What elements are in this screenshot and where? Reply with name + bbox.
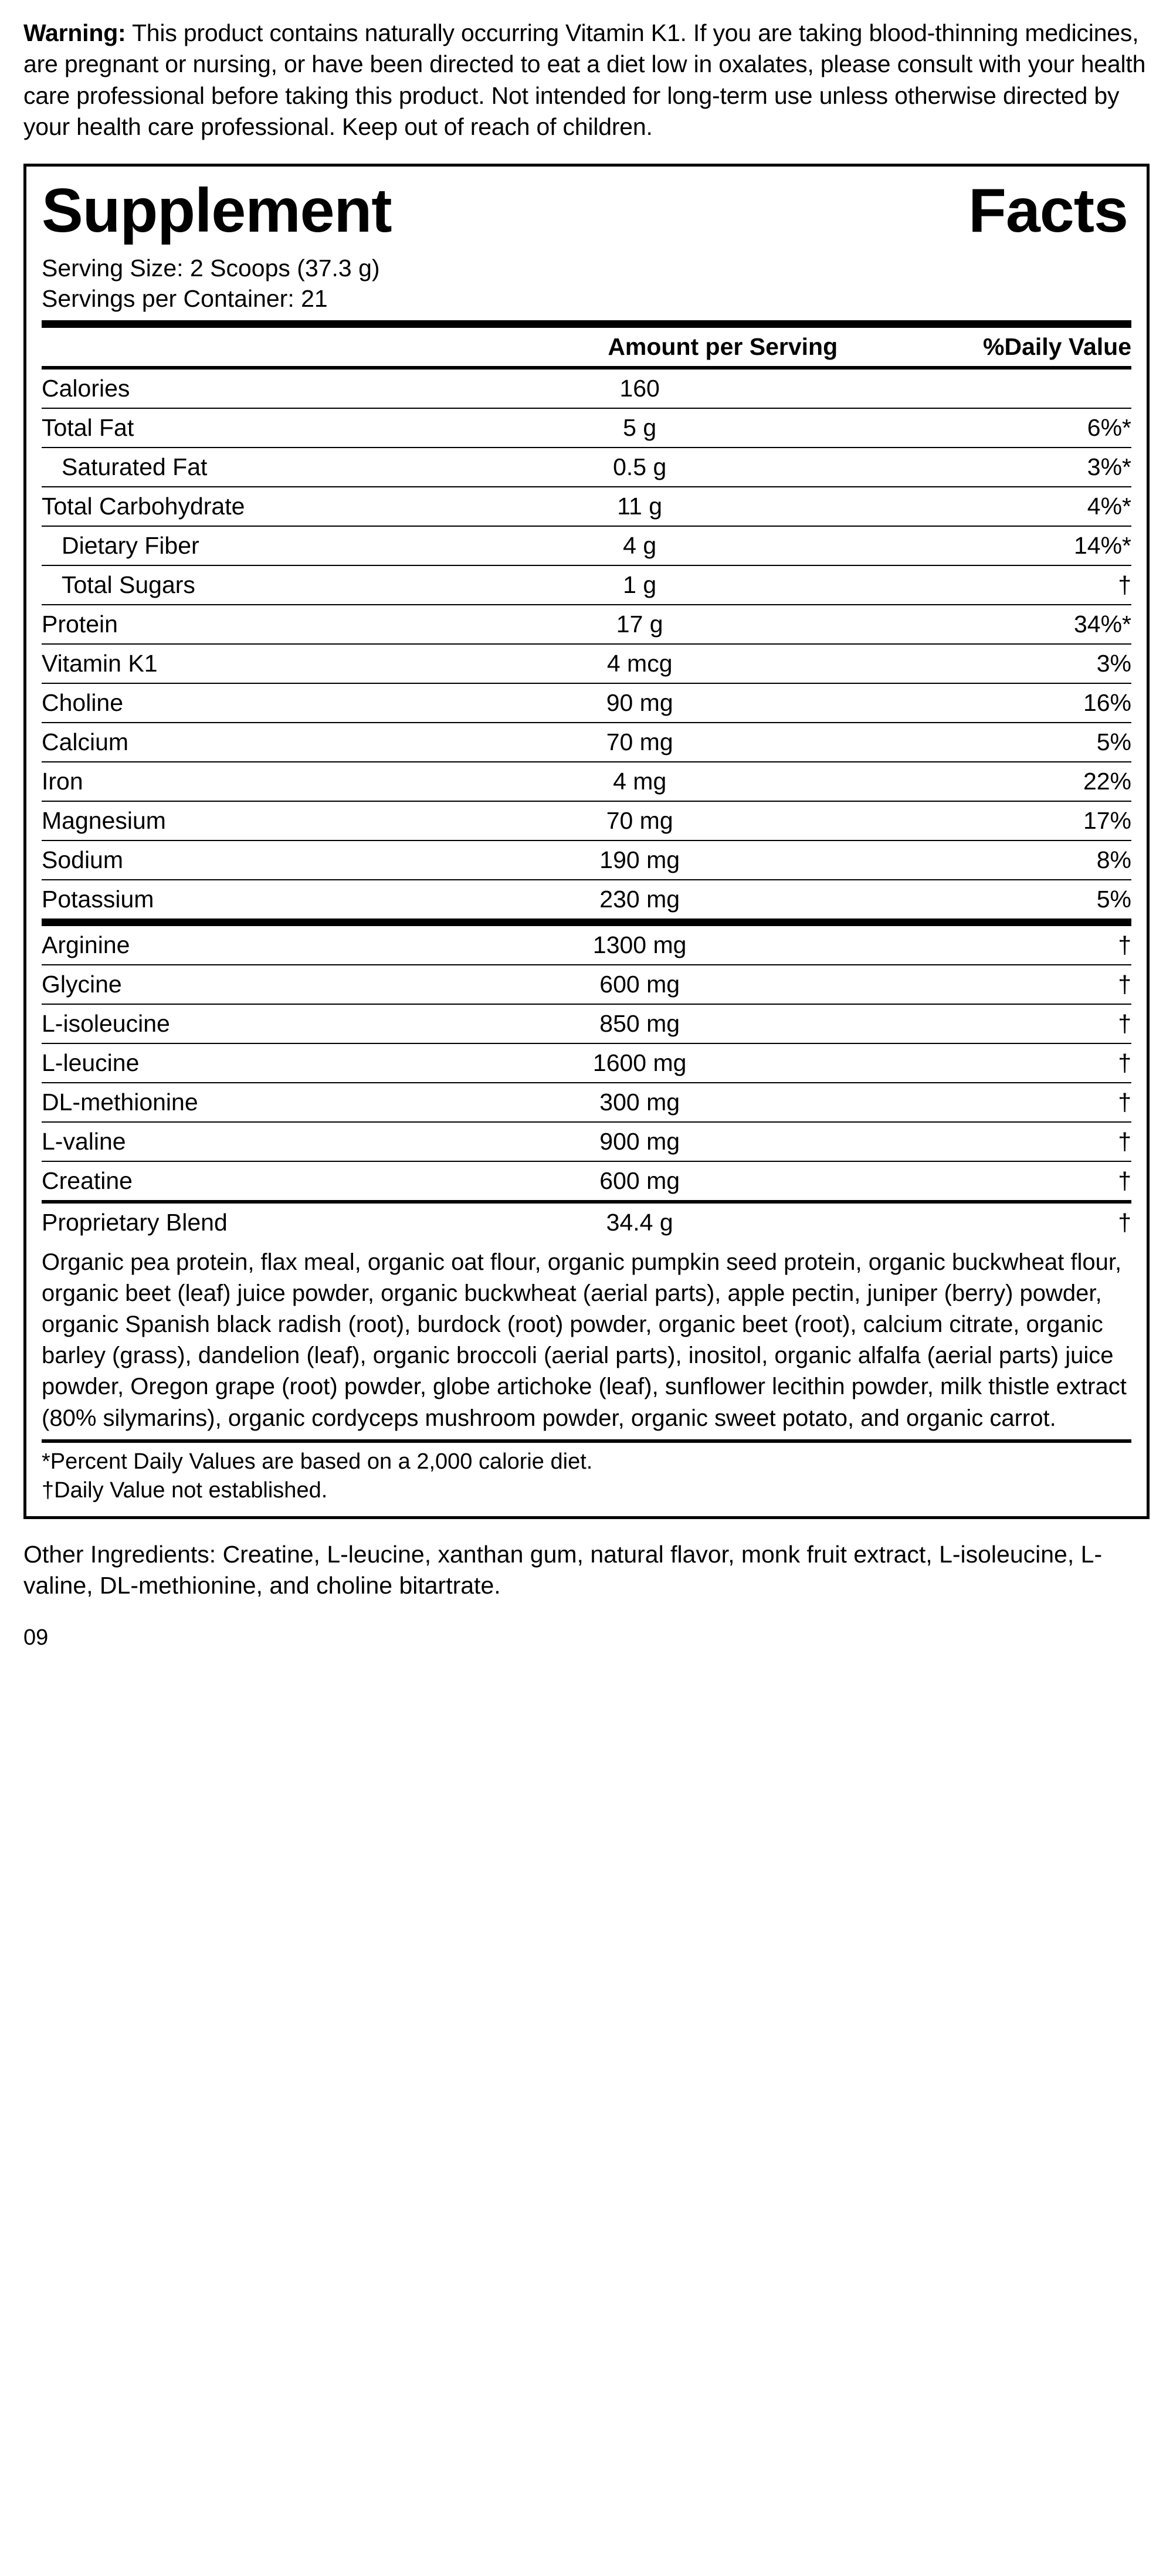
row-dv: 5%	[903, 723, 1131, 762]
row-dv: †	[903, 1043, 1131, 1083]
label-code: 09	[23, 1625, 49, 1650]
row-name: Saturated Fat	[42, 448, 543, 487]
proprietary-blend-row	[42, 1202, 1131, 1242]
row-name: Total Carbohydrate	[42, 487, 543, 526]
table-row	[42, 526, 1131, 565]
header-amount: Amount per Serving	[608, 333, 838, 360]
row-dv: †	[903, 1161, 1131, 1202]
row-name: Calcium	[42, 723, 543, 762]
row-amount-value: 90 mg	[606, 689, 673, 716]
row-amount-value: 300 mg	[599, 1088, 680, 1116]
row-name: Total Sugars	[42, 565, 543, 605]
table-row	[42, 408, 1131, 448]
panel-title-word-supplement: Supplement	[42, 176, 392, 246]
row-dv: †	[903, 1122, 1131, 1161]
row-name: L-isoleucine	[42, 1004, 543, 1043]
row-amount-value: 4 mg	[613, 767, 667, 795]
row-amount-value: 4 mcg	[606, 649, 673, 677]
serving-size: Serving Size: 2 Scoops (37.3 g)	[42, 254, 380, 282]
row-dv: 34%*	[903, 605, 1131, 644]
row-amount	[543, 965, 903, 1004]
row-amount	[543, 1122, 903, 1161]
row-amount-value: 190 mg	[599, 846, 680, 873]
row-dv: 4%*	[903, 487, 1131, 526]
row-amount	[543, 683, 903, 723]
row-name: Creatine	[42, 1161, 543, 1202]
row-amount	[543, 526, 903, 565]
row-name: Iron	[42, 762, 543, 801]
row-name: Vitamin K1	[42, 644, 543, 683]
table-row	[42, 762, 1131, 801]
row-dv: †	[903, 1202, 1131, 1242]
row-name: Dietary Fiber	[42, 526, 543, 565]
row-amount	[543, 487, 903, 526]
other-ingredients: Other Ingredients: Creatine, L-leucine, xanthan gum, natural flavor, monk fruit extract, L-isoleucine, L-valine, DL-methionine, and choline bitartrate.	[23, 1540, 1103, 1599]
proprietary-blend-text: Organic pea protein, flax meal, organic oat flour, organic pumpkin seed protein, organic buckwheat flour, organic beet (leaf) juice powder, organic buckwheat (aerial parts), apple pectin, juniper (berry) powder, organic Spanish black radish (root), burdock (root) powder, organic beet (root), calcium citrate, organic barley (grass), dandelion (leaf), organic broccoli (aerial parts), inositol, organic alfalfa (aerial parts) juice powder, Oregon grape (root) powder, globe artichoke (leaf), sunflower lecithin powder, milk thistle extract (80% silymarins), organic cordyceps mushroom powder, organic sweet potato, and organic carrot.	[42, 1249, 1127, 1431]
table-row	[42, 683, 1131, 723]
facts-header-row	[42, 328, 1131, 368]
table-row	[42, 880, 1131, 923]
row-dv: 17%	[903, 801, 1131, 840]
row-amount-value: 34.4 g	[606, 1208, 673, 1236]
table-row	[42, 723, 1131, 762]
row-amount-value: 5 g	[623, 413, 657, 441]
row-dv: 14%*	[903, 526, 1131, 565]
row-dv: †	[903, 565, 1131, 605]
row-amount	[543, 723, 903, 762]
servings-per-container: Servings per Container: 21	[42, 285, 328, 313]
row-amount-value: 17 g	[616, 610, 663, 638]
warning-label: Warning:	[23, 19, 126, 46]
row-name: Protein	[42, 605, 543, 644]
row-dv	[903, 368, 1131, 408]
row-amount	[543, 565, 903, 605]
row-name: Glycine	[42, 965, 543, 1004]
footnote-dagger: †Daily Value not established.	[42, 1478, 328, 1503]
row-amount-value: 1300 mg	[592, 931, 687, 958]
table-row	[42, 801, 1131, 840]
row-amount	[543, 605, 903, 644]
table-row	[42, 605, 1131, 644]
footnote-daily-value: *Percent Daily Values are based on a 2,000 calorie diet.	[42, 1449, 593, 1474]
row-amount	[543, 1043, 903, 1083]
row-dv: 5%	[903, 880, 1131, 923]
row-amount-value: 70 mg	[606, 728, 673, 755]
footnotes	[42, 1443, 1131, 1506]
row-dv: †	[903, 1083, 1131, 1122]
row-amount-value: 600 mg	[599, 970, 680, 998]
row-amount	[543, 448, 903, 487]
row-amount-value: 1 g	[623, 571, 657, 598]
header-daily-value: %Daily Value	[983, 333, 1131, 360]
row-name: Total Fat	[42, 408, 543, 448]
row-dv: 22%	[903, 762, 1131, 801]
row-amount	[543, 408, 903, 448]
row-dv: 3%	[903, 644, 1131, 683]
row-dv: 16%	[903, 683, 1131, 723]
table-row	[42, 1004, 1131, 1043]
row-name: Magnesium	[42, 801, 543, 840]
row-name: L-leucine	[42, 1043, 543, 1083]
row-amount	[543, 922, 903, 965]
row-amount-value: 4 g	[623, 531, 657, 559]
table-row	[42, 1161, 1131, 1202]
row-amount-value: 70 mg	[606, 806, 673, 834]
table-row	[42, 1122, 1131, 1161]
row-dv: †	[903, 922, 1131, 965]
row-amount	[543, 801, 903, 840]
row-amount	[543, 1161, 903, 1202]
row-amount	[543, 368, 903, 408]
row-amount	[543, 1083, 903, 1122]
row-dv: 3%*	[903, 448, 1131, 487]
row-name: Arginine	[42, 922, 543, 965]
row-name: DL-methionine	[42, 1083, 543, 1122]
row-amount-value: 600 mg	[599, 1167, 680, 1194]
row-name: L-valine	[42, 1122, 543, 1161]
header-blank	[42, 328, 543, 368]
row-amount	[543, 880, 903, 923]
row-name: Sodium	[42, 840, 543, 880]
warning-text: This product contains naturally occurring Vitamin K1. If you are taking blood-thinning medicines, are pregnant or nursing, or have been directed to eat a diet low in oxalates, please consult with your health care professional before taking this product. Not intended for long-term use unless otherwise directed by your health care professional. Keep out of reach of children.	[23, 19, 1146, 140]
table-row	[42, 965, 1131, 1004]
table-row	[42, 368, 1131, 408]
serving-info	[42, 253, 1131, 314]
row-amount	[543, 644, 903, 683]
table-row	[42, 1083, 1131, 1122]
row-amount	[543, 1004, 903, 1043]
facts-table-body	[42, 328, 1131, 1439]
row-amount-value: 900 mg	[599, 1127, 680, 1155]
warning-paragraph	[23, 18, 1150, 143]
supplement-facts-panel	[23, 164, 1150, 1519]
row-dv: †	[903, 1004, 1131, 1043]
table-row	[42, 487, 1131, 526]
row-amount	[543, 840, 903, 880]
divider-thick-top	[42, 320, 1131, 328]
row-name: Potassium	[42, 880, 543, 923]
facts-table	[42, 328, 1131, 1439]
table-row	[42, 922, 1131, 965]
row-amount-value: 230 mg	[599, 885, 680, 913]
table-row	[42, 565, 1131, 605]
proprietary-blend-text-row	[42, 1242, 1131, 1439]
row-amount	[543, 1202, 903, 1242]
row-amount-value: 850 mg	[599, 1009, 680, 1037]
row-dv: 6%*	[903, 408, 1131, 448]
row-name: Calories	[42, 368, 543, 408]
panel-title	[42, 177, 1131, 244]
table-row	[42, 840, 1131, 880]
table-row	[42, 644, 1131, 683]
row-amount-value: 160	[619, 374, 660, 402]
row-amount-value: 11 g	[617, 492, 663, 520]
row-name: Proprietary Blend	[42, 1202, 543, 1242]
table-row	[42, 448, 1131, 487]
row-name: Choline	[42, 683, 543, 723]
row-dv: 8%	[903, 840, 1131, 880]
row-amount-value: 1600 mg	[592, 1049, 687, 1076]
table-row	[42, 1043, 1131, 1083]
row-amount-value: 0.5 g	[613, 453, 667, 480]
row-dv: †	[903, 965, 1131, 1004]
row-amount	[543, 762, 903, 801]
panel-title-word-facts: Facts	[968, 176, 1128, 246]
